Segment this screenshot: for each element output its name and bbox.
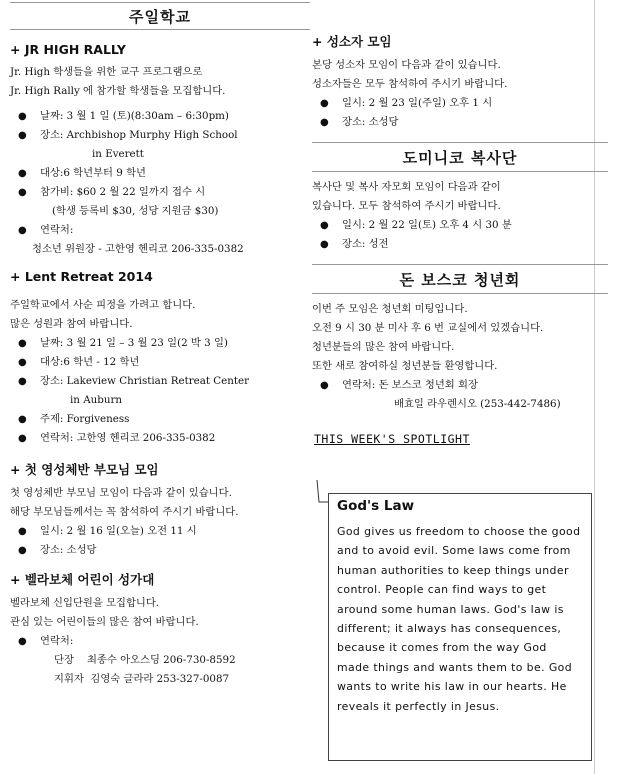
lent-place-line2: in Auburn — [70, 394, 123, 406]
jr-high-intro-2: Jr. High Rally 에 참가할 학생들을 모집합니다. — [10, 85, 226, 97]
choir-title: + 벨라보체 어린이 성가대 — [10, 572, 155, 587]
bosco-line-2: 오전 9 시 30 분 미사 후 6 번 교실에서 있겠습니다. — [312, 322, 544, 334]
choir-contact — [40, 632, 310, 689]
dominic-intro-1: 복사단 및 복사 자모회 모임이 다음과 같이 — [312, 181, 501, 193]
jr-high-contact-value: 청소년 위원장 - 고한영 헨리코 206-335-0382 — [32, 243, 244, 255]
lent-theme: ● 주제: Forgiveness — [40, 410, 310, 429]
jr-high-fee — [40, 183, 310, 221]
lent-intro-1: 주일학교에서 사순 피정을 가려고 합니다. — [10, 299, 196, 311]
bosco-contact-value: 배효일 라우렌시오 (253-442-7486) — [394, 398, 561, 410]
bosco-contact — [342, 376, 608, 414]
vocation-meeting-title: + 성소자 모임 — [312, 34, 392, 49]
right-column — [312, 0, 608, 446]
lent-place-line1: 장소: Lakeview Christian Retreat Center — [40, 375, 250, 387]
parents-intro-2: 해당 부모님들께서는 꼭 참석하여 주시기 바랍니다. — [10, 506, 239, 518]
jr-high-contact-label: 연락처: — [40, 224, 74, 236]
jr-high-place — [40, 126, 310, 164]
vocation-intro-2: 성소자들은 모두 참석하여 주시기 바랍니다. — [312, 78, 508, 90]
lent-intro-2: 많은 성원과 참여 바랍니다. — [10, 318, 133, 330]
spotlight-label: THIS WEEK'S SPOTLIGHT — [314, 432, 470, 446]
jr-high-fee-line1: 참가비: $60 2 월 22 일까지 접수 시 — [40, 186, 206, 198]
jr-high-fee-line2: (학생 등록비 $30, 성당 지원금 $30) — [52, 205, 219, 217]
jr-high-target: ● 대상:6 학년부터 9 학년 — [40, 164, 310, 183]
vocation-list — [312, 94, 608, 132]
jr-high-list — [10, 107, 310, 259]
don-bosco-header: 돈 보스코 청년회 — [312, 264, 608, 294]
lent-date: ● 날짜: 3 월 21 일 – 3 월 23 일(2 박 3 일) — [40, 334, 310, 353]
left-column — [10, 0, 310, 689]
dominic-altar-servers-header: 도미니코 복사단 — [312, 142, 608, 172]
jr-high-date: ● 날짜: 3 월 1 일 (토)(8:30am – 6:30pm) — [40, 107, 310, 126]
choir-contact-label: 연락처: — [40, 635, 74, 647]
vocation-intro-1: 본당 성소자 모임이 다음과 같이 있습니다. — [312, 59, 501, 71]
sunday-school-header: 주일학교 — [10, 2, 310, 30]
parents-intro-1: 첫 영성체반 부모님 모임이 다음과 같이 있습니다. — [10, 487, 232, 499]
spotlight-card — [328, 493, 592, 761]
lent-place — [40, 372, 310, 410]
lent-target: ● 대상:6 학년 - 12 학년 — [40, 353, 310, 372]
dominic-time: ● 일시: 2 월 22 일(토) 오후 4 시 30 분 — [342, 216, 608, 235]
choir-intro-1: 벨라보체 신입단원을 모집합니다. — [10, 597, 160, 609]
parents-meeting-title: + 첫 영성체반 부모님 모임 — [10, 462, 159, 477]
bosco-line-1: 이번 주 모임은 청년회 미팅입니다. — [312, 303, 468, 315]
jr-high-place-line2: in Everett — [92, 148, 144, 160]
choir-list — [10, 632, 310, 689]
choir-director-row: 단장 최종수 아오스딩 206-730-8592 — [54, 654, 236, 666]
jr-high-contact — [32, 221, 310, 259]
choir-intro-2: 관심 있는 어린이들의 많은 참여 바랍니다. — [10, 616, 199, 628]
vocation-time: ● 일시: 2 월 23 일(주일) 오후 1 시 — [342, 94, 608, 113]
parents-place: ● 장소: 소성당 — [40, 541, 310, 560]
jr-high-title: + JR HIGH RALLY — [10, 42, 126, 57]
jr-high-intro-1: Jr. High 학생들을 위한 교구 프로그램으로 — [10, 66, 203, 78]
parents-time: ● 일시: 2 월 16 일(오늘) 오전 11 시 — [40, 522, 310, 541]
bosco-line-4: 또한 새로 참여하실 청년분들 환영합니다. — [312, 360, 498, 372]
dominic-intro-2: 있습니다. 모두 참석하여 주시기 바랍니다. — [312, 200, 501, 212]
bosco-list — [312, 376, 608, 414]
parents-list — [10, 522, 310, 560]
choir-conductor-row: 지휘자 김영숙 글라라 253-327-0087 — [54, 673, 230, 685]
jr-high-place-line1: 장소: Archbishop Murphy High School — [40, 129, 238, 141]
lent-retreat-title: + Lent Retreat 2014 — [10, 269, 153, 284]
dominic-place: ● 장소: 성전 — [342, 235, 608, 254]
dominic-list — [312, 216, 608, 254]
spotlight-title: God's Law — [337, 498, 415, 514]
vocation-place: ● 장소: 소성당 — [342, 113, 608, 132]
lent-contact: ● 연락처: 고한영 헨리코 206-335-0382 — [40, 429, 310, 448]
bosco-line-3: 청년분들의 많은 참여 바랍니다. — [312, 341, 455, 353]
spotlight-body: God gives us freedom to choose the good and to avoid evil. Some laws come from human authorities to keep things under control. People can find ways to get around some human laws. God's law is different; it always has consequences, because it comes from the way God made things and wants them to be. God wants to write his law in our hearts. He reveals it perfectly in Jesus. — [337, 525, 581, 713]
bosco-contact-label: 연락처: 돈 보스코 청년회 회장 — [342, 379, 478, 391]
lent-list — [10, 334, 310, 448]
